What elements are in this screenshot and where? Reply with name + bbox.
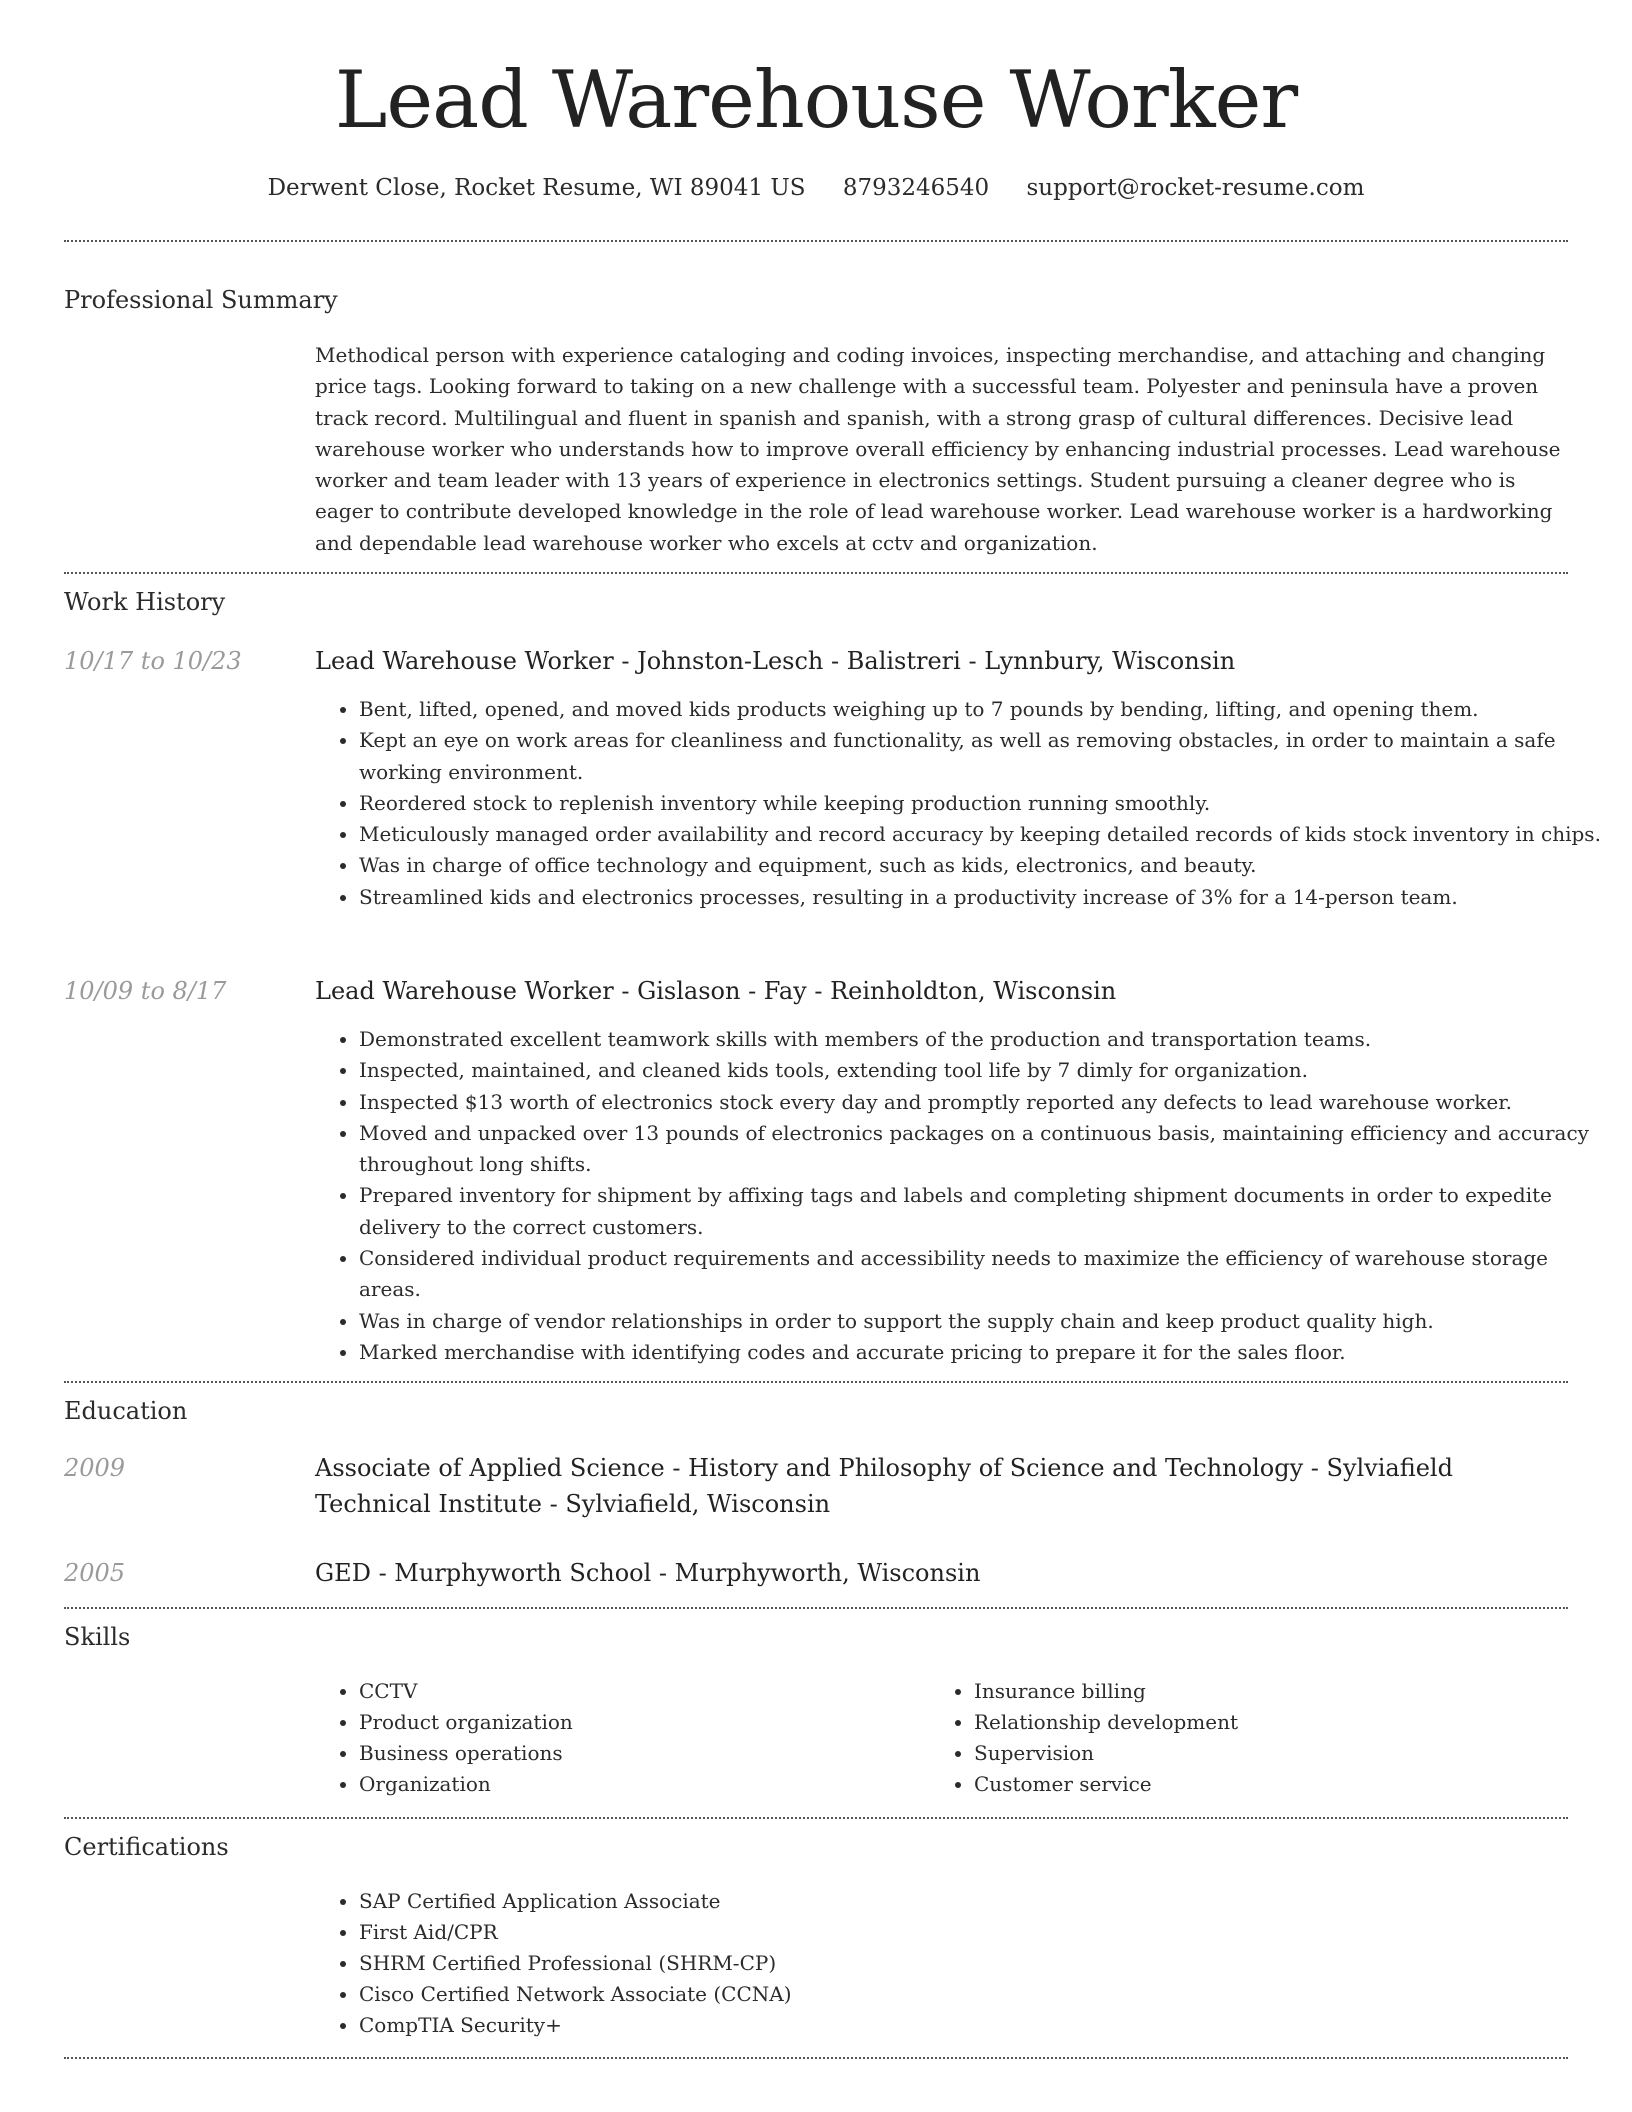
job-dates: 10/17 to 10/23 bbox=[64, 647, 242, 675]
job-bullet: • Meticulously managed order availability and record accuracy by keeping detailed records of kids stock inventory in chips. bbox=[359, 819, 1609, 850]
section-divider bbox=[64, 1381, 1568, 1383]
skill-item: • Supervision bbox=[974, 1738, 1534, 1769]
skills-list-left bbox=[315, 1676, 919, 1800]
contact-address: Derwent Close, Rocket Resume, WI 89041 US bbox=[267, 175, 806, 201]
job-bullet: • Demonstrated excellent teamwork skills with members of the production and transportation teams. bbox=[359, 1024, 1609, 1055]
certification-item: • CompTIA Security+ bbox=[359, 2010, 1359, 2041]
contact-email: support@rocket-resume.com bbox=[1026, 175, 1365, 201]
skill-item: • Business operations bbox=[359, 1738, 919, 1769]
skill-item: • Relationship development bbox=[974, 1707, 1534, 1738]
job-title: Lead Warehouse Worker - Gislason - Fay - Reinholdton, Wisconsin bbox=[315, 977, 1117, 1005]
skills-list-right bbox=[930, 1676, 1534, 1800]
education-year: 2009 bbox=[64, 1454, 126, 1482]
contact-line bbox=[0, 170, 1632, 206]
education-year: 2005 bbox=[64, 1559, 126, 1587]
skill-item: • Organization bbox=[359, 1769, 919, 1800]
job-bullet: • Considered individual product requirements and accessibility needs to maximize the efficiency of warehouse storage areas. bbox=[359, 1243, 1609, 1306]
skill-item: • Customer service bbox=[974, 1769, 1534, 1800]
job-bullets bbox=[315, 694, 1609, 913]
job-bullet: • Inspected $13 worth of electronics stock every day and promptly reported any defects to lead warehouse worker. bbox=[359, 1087, 1609, 1118]
section-divider bbox=[64, 1607, 1568, 1609]
certification-item: • Cisco Certified Network Associate (CCNA) bbox=[359, 1979, 1359, 2010]
certification-item: • First Aid/CPR bbox=[359, 1917, 1359, 1948]
education-heading: Education bbox=[64, 1397, 188, 1425]
contact-phone: 8793246540 bbox=[842, 175, 990, 201]
job-bullet: • Marked merchandise with identifying codes and accurate pricing to prepare it for the sales floor. bbox=[359, 1337, 1609, 1368]
summary-text: Methodical person with experience cataloging and coding invoices, inspecting merchandise, and attaching and changing price tags. Looking forward to taking on a new challenge with a successful team. Polyester and peninsula have a proven track record. Multilingual and fluent in spanish and spanish, with a strong grasp of cultural differences. Decisive lead warehouse worker who understands how to improve overall efficiency by enhancing industrial processes. Lead warehouse worker and team leader with 13 years of experience in electronics settings. Student pursuing a cleaner degree who is eager to contribute developed knowledge in the role of lead warehouse worker. Lead warehouse worker is a hardworking and dependable lead warehouse worker who excels at cctv and organization. bbox=[315, 343, 1561, 555]
summary-heading: Professional Summary bbox=[64, 286, 338, 314]
section-divider bbox=[64, 2057, 1568, 2059]
job-bullet: • Was in charge of office technology and equipment, such as kids, electronics, and beauty. bbox=[359, 850, 1609, 881]
certification-item: • SAP Certified Application Associate bbox=[359, 1886, 1359, 1917]
job-bullet: • Bent, lifted, opened, and moved kids products weighing up to 7 pounds by bending, lifting, and opening them. bbox=[359, 694, 1609, 725]
section-divider bbox=[64, 1817, 1568, 1819]
job-bullet: • Moved and unpacked over 13 pounds of electronics packages on a continuous basis, maintaining efficiency and accuracy throughout long shifts. bbox=[359, 1118, 1609, 1181]
certification-item: • SHRM Certified Professional (SHRM-CP) bbox=[359, 1948, 1359, 1979]
resume-name: Lead Warehouse Worker bbox=[334, 54, 1298, 146]
work-history-heading: Work History bbox=[64, 588, 226, 616]
certifications-list bbox=[315, 1886, 1359, 2041]
section-divider bbox=[64, 572, 1568, 574]
job-bullet: • Reordered stock to replenish inventory while keeping production running smoothly. bbox=[359, 788, 1609, 819]
education-entry: GED - Murphyworth School - Murphyworth, Wisconsin bbox=[315, 1559, 981, 1587]
skill-item: • Product organization bbox=[359, 1707, 919, 1738]
job-bullet: • Inspected, maintained, and cleaned kids tools, extending tool life by 7 dimly for organization. bbox=[359, 1055, 1609, 1086]
skills-heading: Skills bbox=[64, 1623, 131, 1651]
job-title: Lead Warehouse Worker - Johnston-Lesch - Balistreri - Lynnbury, Wisconsin bbox=[315, 647, 1236, 675]
skill-item: • Insurance billing bbox=[974, 1676, 1534, 1707]
certifications-heading: Certifications bbox=[64, 1833, 229, 1861]
job-bullet: • Streamlined kids and electronics processes, resulting in a productivity increase of 3% for a 14-person team. bbox=[359, 882, 1609, 913]
job-bullet: • Was in charge of vendor relationships in order to support the supply chain and keep product quality high. bbox=[359, 1306, 1609, 1337]
job-bullet: • Prepared inventory for shipment by affixing tags and labels and completing shipment documents in order to expedite delivery to the correct customers. bbox=[359, 1180, 1609, 1243]
skill-item: • CCTV bbox=[359, 1676, 919, 1707]
section-divider bbox=[64, 240, 1568, 242]
job-bullet: • Kept an eye on work areas for cleanliness and functionality, as well as removing obstacles, in order to maintain a safe working environment. bbox=[359, 725, 1609, 788]
job-bullets bbox=[315, 1024, 1609, 1368]
job-dates: 10/09 to 8/17 bbox=[64, 977, 227, 1005]
education-entry: Associate of Applied Science - History and Philosophy of Science and Technology - Sylviafield Technical Institute - Sylviafield, Wisconsin bbox=[315, 1454, 1453, 1518]
